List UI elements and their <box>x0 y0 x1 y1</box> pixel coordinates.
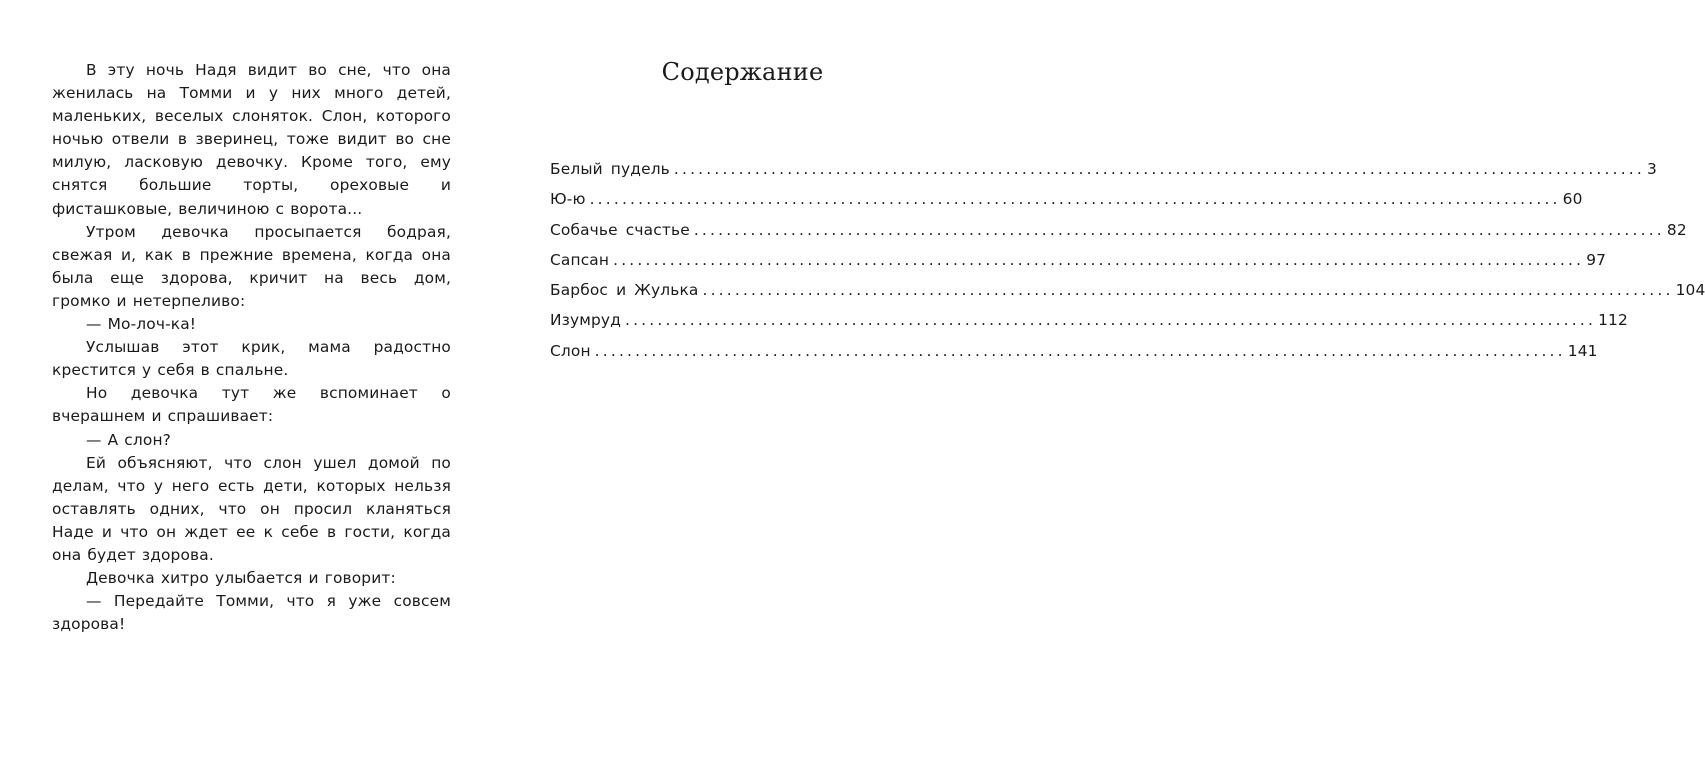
story-paragraph: — Мо-лоч-ка! <box>86 315 197 334</box>
toc-entry[interactable] <box>550 245 1607 275</box>
right-page <box>500 0 1705 770</box>
toc-entry-title: Ю-ю <box>550 190 586 209</box>
toc-entry[interactable] <box>550 336 1598 366</box>
toc-leader-dots: ........................................................................................................................ <box>702 281 1674 300</box>
toc-entry-page: 141 <box>1567 341 1598 360</box>
story-paragraph: Услышав этот крик, мама радостно крестится у себя в спальне. <box>52 338 451 380</box>
toc-entry[interactable] <box>550 215 1687 245</box>
story-paragraph: Утром девочка просыпается бодрая, свежая и, как в прежние времена, когда она была еще здорова, кричит на весь дом, громко и нетерпеливо: <box>52 222 451 310</box>
toc-entry-title: Белый пудель <box>550 160 670 178</box>
toc-entry[interactable] <box>550 275 1705 305</box>
story-paragraph: — Передайте Томми, что я уже совсем здорова! <box>52 592 451 634</box>
story-paragraph: Ей объясняют, что слон ушел домой по делам, что у него есть дети, которых нельзя оставлять одних, что он просил кланяться Наде и что он ждет ее к себе в гости, когда она будет здорова. <box>52 453 451 564</box>
toc-entry[interactable] <box>550 154 1657 184</box>
toc-entry-title: Сапсан <box>550 250 610 269</box>
toc-leader-dots: ........................................................................................................................ <box>693 220 1665 239</box>
left-page <box>0 0 500 770</box>
toc-entry-page: 82 <box>1666 220 1687 239</box>
story-paragraph: Девочка хитро улыбается и говорит: <box>86 569 396 588</box>
toc-entry-page: 104 <box>1675 281 1705 300</box>
toc-entry-title: Барбос и Жулька <box>550 281 699 300</box>
story-paragraph: — А слон? <box>86 430 171 449</box>
toc-leader-dots: ........................................................................................................................ <box>594 341 1566 360</box>
toc-entry-page: 3 <box>1646 160 1657 178</box>
contents-title: Содержание <box>661 58 824 86</box>
toc-entry-title: Слон <box>550 341 591 360</box>
toc-entry-page: 60 <box>1562 190 1583 209</box>
table-of-contents <box>550 154 1705 366</box>
toc-leader-dots: ........................................................................................................................ <box>613 250 1585 269</box>
toc-leader-dots: ........................................................................................................................ <box>673 160 1645 178</box>
story-paragraph: В эту ночь Надя видит во сне, что она женилась на Томми и у них много детей, маленьких, веселых слоняток. Слон, которого ночью отвели в зверинец, тоже видит во сне милую, ласковую девочку. Кроме того, ему снятся большие торты, ореховые и фисташковые, величиною с ворота... <box>52 61 451 218</box>
toc-leader-dots: ........................................................................................................................ <box>589 190 1561 209</box>
story-text <box>52 59 451 636</box>
story-paragraph: Но девочка тут же вспоминает о вчерашнем и спрашивает: <box>52 384 451 426</box>
toc-entry-title: Собачье счастье <box>550 220 690 239</box>
toc-entry-page: 97 <box>1586 250 1607 269</box>
toc-entry[interactable] <box>550 184 1583 214</box>
toc-entry-page: 112 <box>1598 311 1628 330</box>
toc-entry-title: Изумруд <box>550 311 621 330</box>
toc-entry[interactable] <box>550 305 1628 335</box>
toc-leader-dots: ........................................................................................................................ <box>624 311 1597 330</box>
